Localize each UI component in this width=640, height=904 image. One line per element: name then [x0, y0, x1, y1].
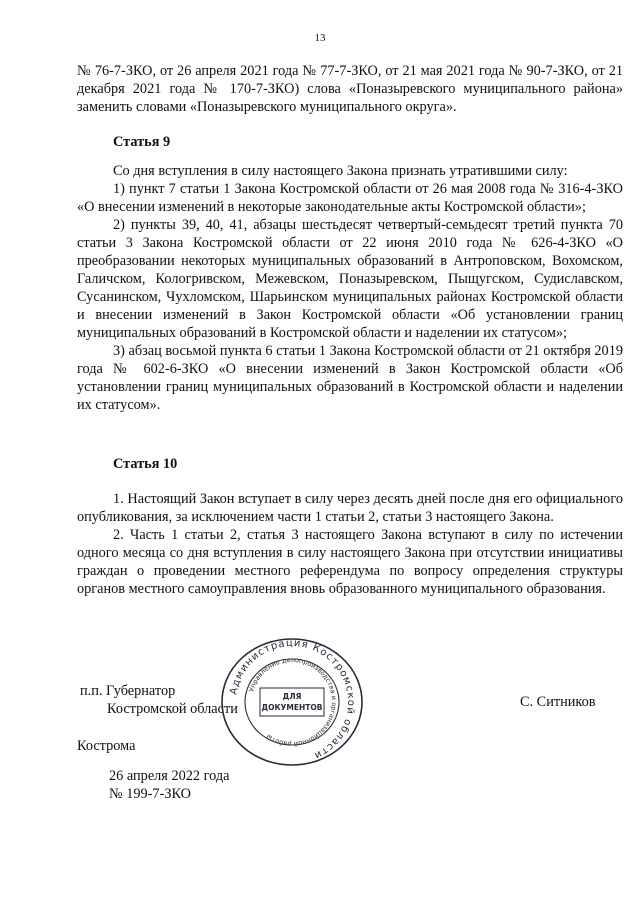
article-9-lead: Со дня вступления в силу настоящего Закона признать утратившими силу: [113, 163, 568, 179]
stamp-center-line2: ДОКУМЕНТОВ [261, 703, 323, 712]
signatory-name: С. Ситников [520, 694, 596, 710]
stamp-center-line1: ДЛЯ [282, 692, 302, 701]
article-9-item-1: 1) пункт 7 статьи 1 Закона Костромской области от 26 мая 2008 года № 316-4-ЗКО «О внесении изменений в некоторые законодательные акты Костромской области»; [77, 181, 623, 215]
article-9-item-2: 2) пункты 39, 40, 41, абзацы шестьдесят четвертый-семьдесят третий пункта 70 статьи 3 Закона Костромской области от 22 июня 2010 года № 626-4-ЗКО «О преобразовании некоторых муниципальных образований в Антроповском, Вохомском, Галичском, Кологривском, Межевском, Поназыревском, Пыщугском, Судиславском, Сусанинском, Чухломском, Шарьинском муниципальных районах Костромской области и внесении изменений в Закон Костромской области «Об установлении границ муниципальных образований в Костромской области и наделении их статусом»; [77, 217, 623, 341]
article-10-item-2: 2. Часть 1 статьи 2, статья 3 настоящего Закона вступают в силу по истечении одного месяца со дня вступления в силу настоящего Закона при отсутствии инициативы граждан о проведении местного референдума по вопросу определения структуры органов местного самоуправления вновь образованного муниципального образования. [77, 527, 623, 597]
article-9-heading: Статья 9 [113, 134, 171, 150]
stamp-outer-text: Администрация Костромской области [228, 637, 357, 762]
page-number: 13 [314, 32, 326, 44]
intro-paragraph: № 76-7-ЗКО, от 26 апреля 2021 года № 77-7-ЗКО, от 21 мая 2021 года № 90-7-ЗКО, от 21 декабря 2021 года № 170-7-ЗКО) слова «Поназыревского муниципального района» заменить словами «Поназыревского муниципального округа». [77, 63, 623, 115]
signatory-title-line2: Костромской области [107, 701, 238, 717]
law-number: № 199-7-ЗКО [109, 786, 191, 802]
article-10-heading: Статья 10 [113, 456, 178, 472]
city-name: Кострома [77, 738, 136, 754]
article-10-item-1: 1. Настоящий Закон вступает в силу через десять дней после дня его официального опубликования, за исключением части 1 статьи 2, статьи 3 настоящего Закона. [77, 491, 623, 525]
intro-paragraph-block [77, 62, 623, 116]
law-date: 26 апреля 2022 года [109, 768, 230, 784]
article-9-body [77, 162, 623, 414]
article-10-body [77, 490, 623, 598]
signatory-title-line1: п.п. Губернатор [80, 683, 176, 699]
article-9-item-3: 3) абзац восьмой пункта 6 статьи 1 Закона Костромской области от 21 октября 2019 года № 602-6-ЗКО «О внесении изменений в Закон Костромской области «Об установлении границ муниципальных образований в Костромской области и наделении их статусом». [77, 343, 623, 413]
stamp-inner-text: Управление делопроизводства и организационной работы [247, 655, 339, 749]
official-stamp [218, 636, 366, 768]
